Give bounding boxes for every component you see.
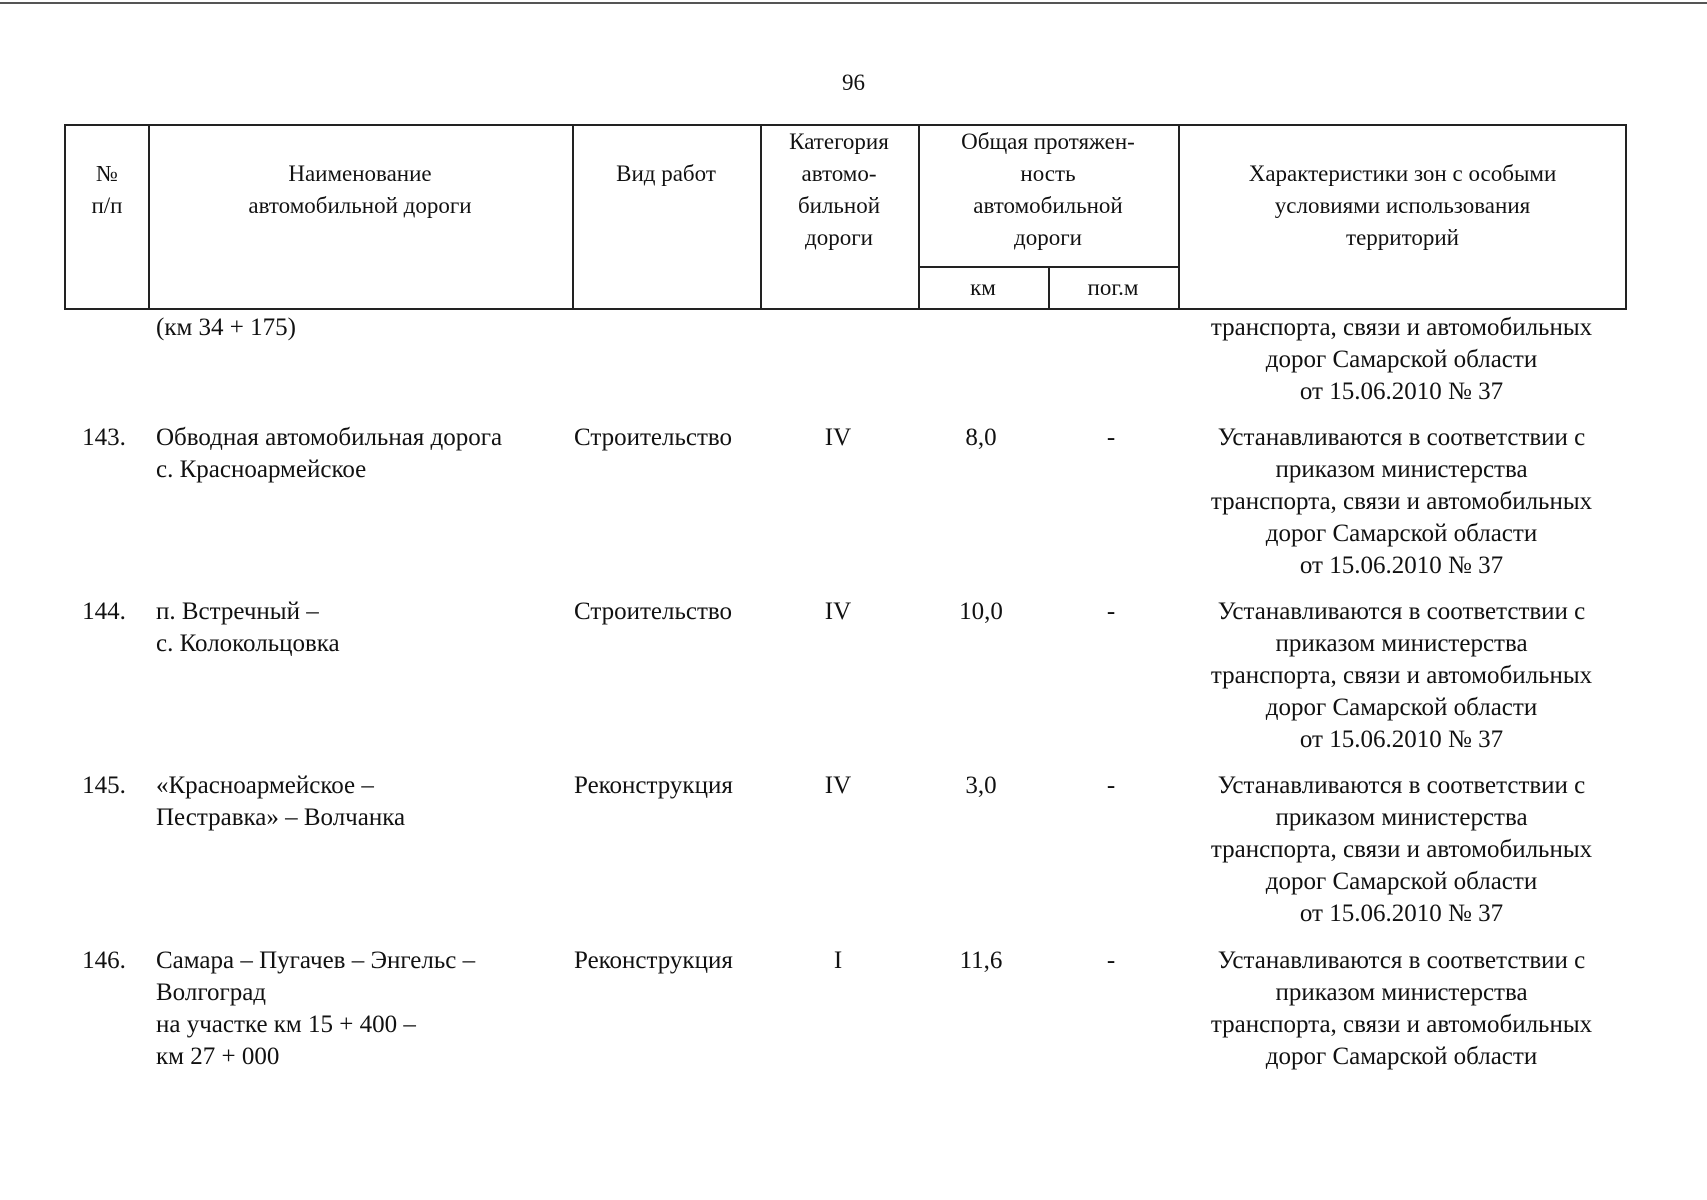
zone-characteristics: Устанавливаются в соответствии с приказом министерства транспорта, связи и автомобильных дорог Самарской области (1210, 947, 1593, 1070)
top-rule (0, 2, 1707, 4)
road-name: Обводная автомобильная дорога с. Красноармейское (156, 424, 503, 483)
length-km: 11,6 (959, 947, 1003, 974)
zone-characteristics: транспорта, связи и автомобильных дорог Самарской области от 15.06.2010 № 37 (1210, 314, 1593, 405)
header-km: км (970, 275, 996, 300)
zone-characteristics: Устанавливаются в соответствии с приказом министерства транспорта, связи и автомобильных дорог Самарской области от 15.06.2010 № 37 (1210, 424, 1593, 579)
work-type: Реконструкция (574, 947, 733, 974)
zone-characteristics: Устанавливаются в соответствии с приказом министерства транспорта, связи и автомобильных дорог Самарской области от 15.06.2010 № 37 (1210, 772, 1593, 927)
header-work-type: Вид работ (616, 161, 716, 186)
road-name: «Красноармейское – Пестравка» – Волчанка (156, 772, 406, 831)
road-category: I (833, 947, 843, 974)
road-name: (км 34 + 175) (156, 314, 296, 341)
road-category: IV (824, 598, 852, 625)
length-pm: - (1106, 424, 1116, 451)
length-pm: - (1106, 598, 1116, 625)
row-number: 143. (82, 424, 126, 451)
header-subdivider (918, 266, 1178, 268)
header-category: Категория автомо- бильной дороги (789, 129, 889, 250)
header-num: № п/п (91, 161, 123, 218)
road-name: Самара – Пугачев – Энгельс – Волгоград на участке км 15 + 400 – км 27 + 000 (156, 947, 476, 1070)
header-pm: пог.м (1087, 275, 1139, 300)
road-category: IV (824, 772, 852, 799)
header-divider (572, 126, 574, 308)
header-length: Общая протяжен- ность автомобильной дороги (961, 129, 1135, 250)
table-header (64, 124, 1627, 310)
road-name: п. Встречный – с. Колокольцовка (156, 598, 340, 657)
header-characteristics: Характеристики зон с особыми условиями использования территорий (1248, 161, 1557, 250)
length-km: 3,0 (965, 772, 997, 799)
length-pm: - (1106, 772, 1116, 799)
work-type: Строительство (574, 598, 733, 625)
work-type: Реконструкция (574, 772, 733, 799)
road-category: IV (824, 424, 852, 451)
length-km: 8,0 (965, 424, 997, 451)
row-number: 145. (82, 772, 126, 799)
zone-characteristics: Устанавливаются в соответствии с приказом министерства транспорта, связи и автомобильных дорог Самарской области от 15.06.2010 № 37 (1210, 598, 1593, 753)
row-number: 146. (82, 947, 126, 974)
length-pm: - (1106, 947, 1116, 974)
header-road-name: Наименование автомобильной дороги (248, 161, 472, 218)
page-number: 96 (842, 70, 865, 95)
length-km: 10,0 (959, 598, 1003, 625)
work-type: Строительство (574, 424, 733, 451)
row-number: 144. (82, 598, 126, 625)
